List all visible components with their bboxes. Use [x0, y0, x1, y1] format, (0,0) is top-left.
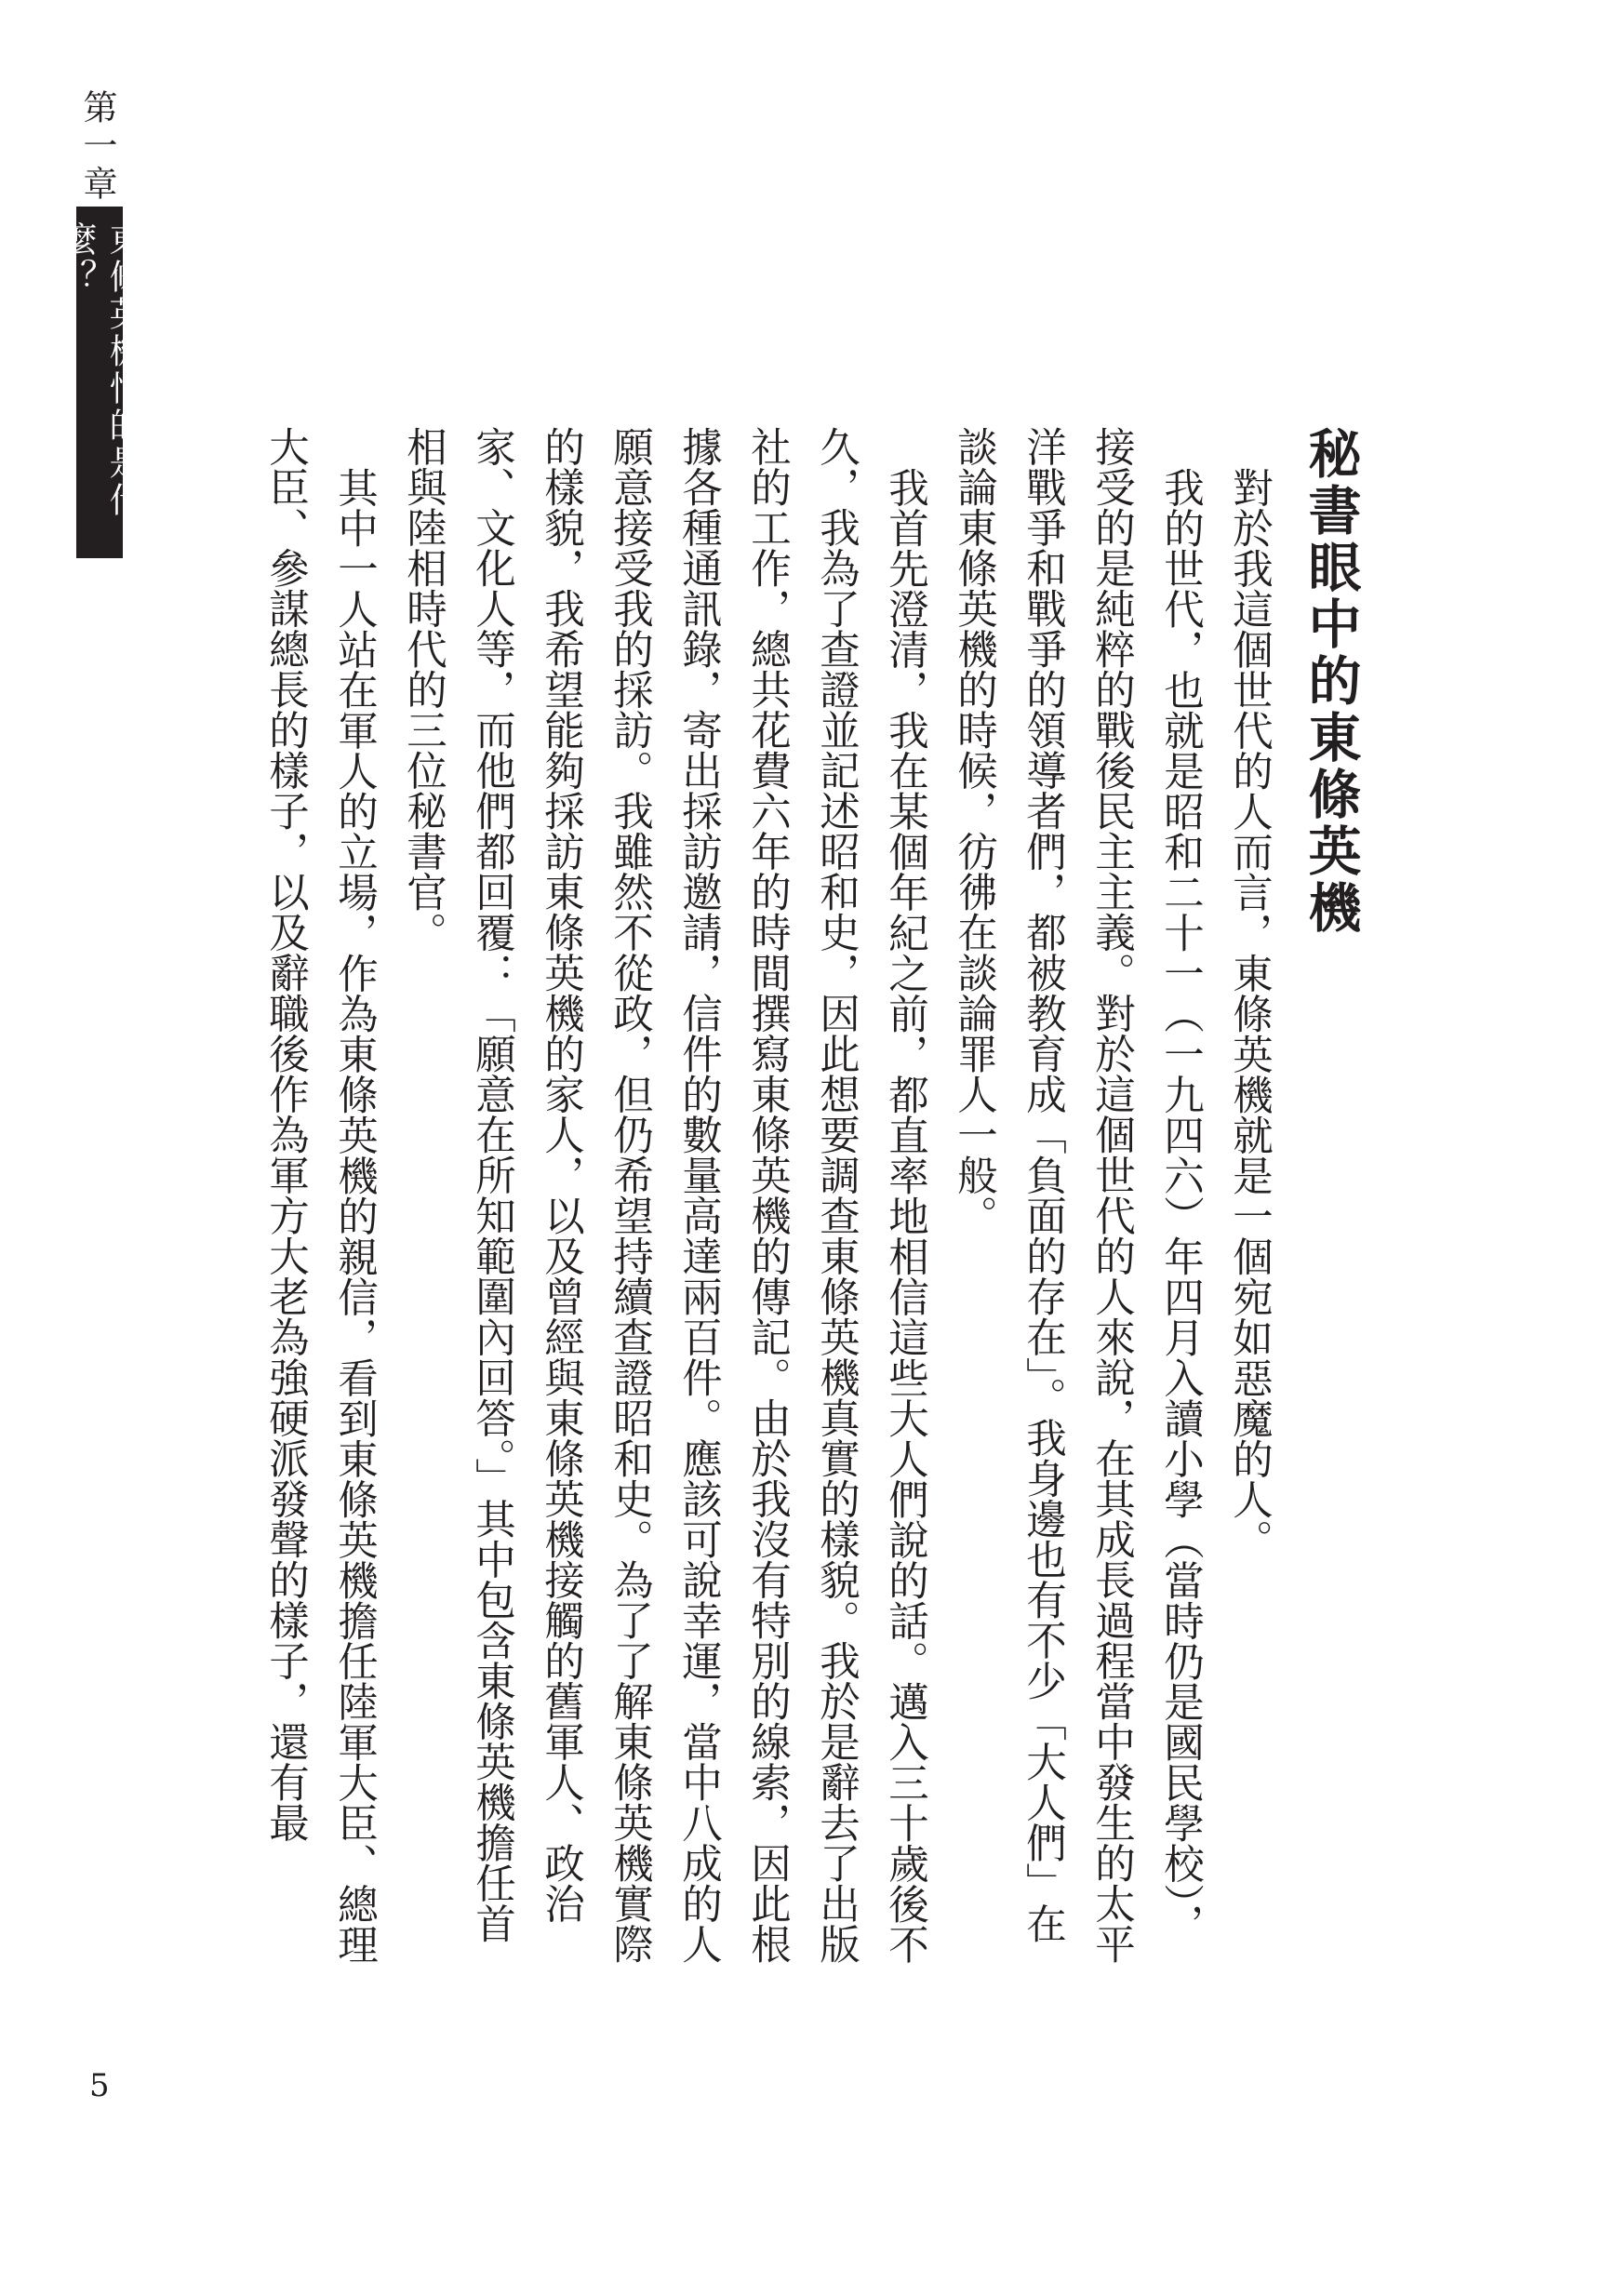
chapter-title: 東條英機怕的是什麼？ [57, 221, 143, 519]
page-number: 5 [89, 2067, 110, 2104]
paragraph-3: 我首先澄清，我在某個年紀之前，都直率地相信這些大人們說的話。邁入三十歲後不久，我為了查證並記述昭和史，因此想要調查東條英機真實的樣貌。我於是辭去了出版社的工作，總共花費六年的時間撰寫東條英機的傳記。由於我沒有特別的線索，因此根據各種通訊錄，寄出採訪邀請，信件的數量高達兩百件。應該可說幸運，當中八成的人願意接受我的採訪。我雖然不從政，但仍希望持續查證昭和史。為了了解東條英機實際的樣貌，我希望能夠採訪東條英機的家人，以及曾經與東條英機接觸的舊軍人、政治家、文化人等，而他們都回覆：「願意在所知範圍內回答。」其中包含東條英機擔任首相與陸相時代的三位秘書官。 [400, 426, 928, 1964]
chapter-title-tab [57, 207, 143, 558]
paragraph-4: 其中一人站在軍人的立場，作為東條英機的親信，看到東條英機擔任陸軍大臣、總理大臣、參謀總長的樣子，以及辭職後作為軍方大老為強硬派發聲的樣子，還有最 [262, 426, 378, 1964]
paragraph-1: 對於我這個世代的人而言，東條英機就是一個宛如惡魔的人。 [1226, 466, 1273, 1559]
article-body [233, 426, 1377, 1970]
section-heading: 秘書眼中的東條英機 [1300, 426, 1362, 937]
paragraph-2: 我的世代，也就是昭和二十一（一九四六）年四月入讀小學（當時仍是國民學校），接受的是純粹的戰後民主主義。對於這個世代的人來說，在其成長過程當中發生的太平洋戰爭和戰爭的領導者們，都被教育成「負面的存在」。我身邊也有不少「大人們」在談論東條英機的時候，彷彿在談論罪人一般。 [951, 426, 1204, 1964]
chapter-label: 第一章 [77, 89, 117, 204]
